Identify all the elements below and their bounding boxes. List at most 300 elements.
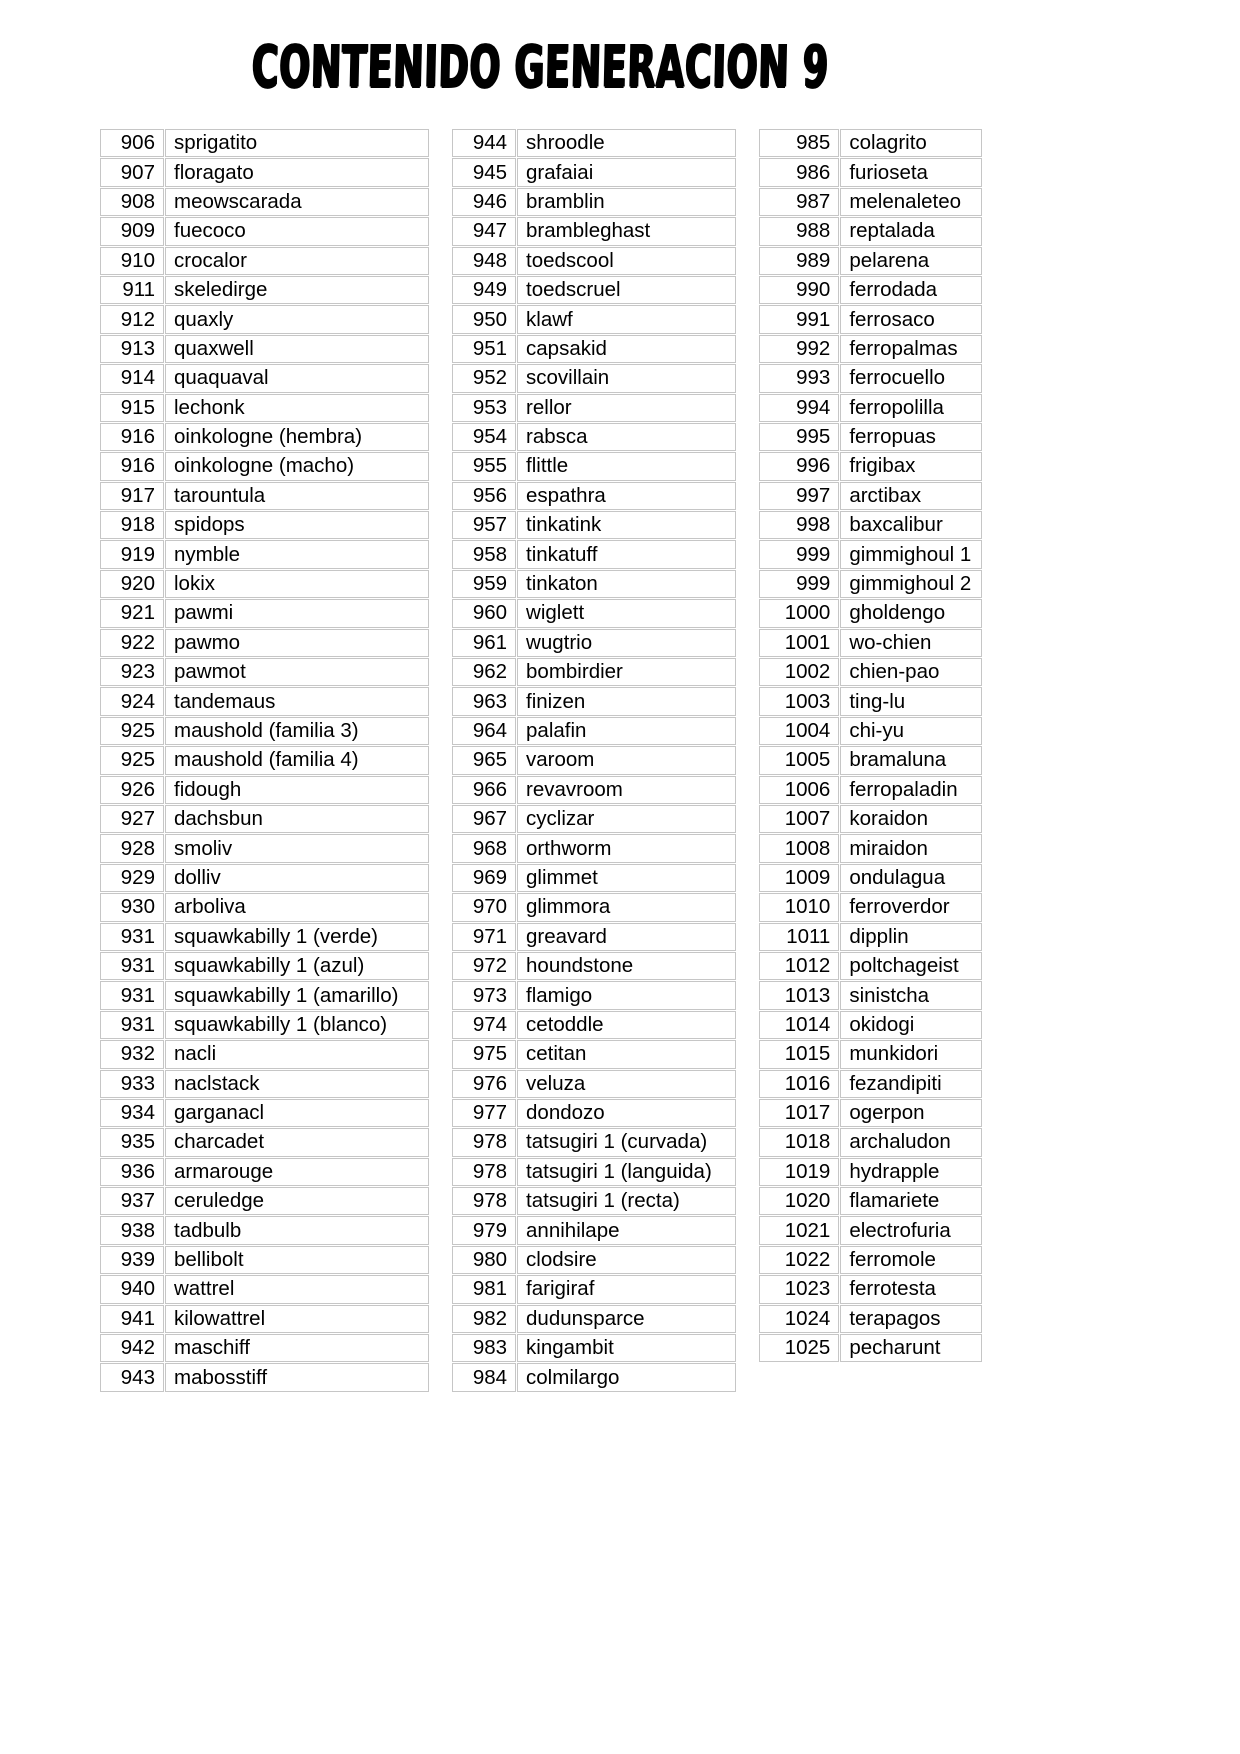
pokemon-name: naclstack bbox=[165, 1070, 429, 1098]
pokedex-number: 1012 bbox=[759, 952, 839, 980]
table-row bbox=[100, 952, 429, 980]
table-row bbox=[452, 158, 736, 186]
pokemon-name: terapagos bbox=[840, 1305, 982, 1333]
table-row bbox=[100, 1011, 429, 1039]
pokemon-name: pelarena bbox=[840, 247, 982, 275]
pokedex-number: 930 bbox=[100, 893, 164, 921]
pokedex-number: 960 bbox=[452, 599, 516, 627]
table-row bbox=[100, 805, 429, 833]
table-row bbox=[100, 394, 429, 422]
table-row bbox=[452, 335, 736, 363]
pokedex-number: 973 bbox=[452, 981, 516, 1009]
table-row bbox=[100, 158, 429, 186]
pokedex-number: 942 bbox=[100, 1334, 164, 1362]
pokemon-name: munkidori bbox=[840, 1040, 982, 1068]
pokedex-number: 1016 bbox=[759, 1070, 839, 1098]
pokemon-name: shroodle bbox=[517, 129, 736, 157]
pokedex-number: 975 bbox=[452, 1040, 516, 1068]
table-row bbox=[100, 1099, 429, 1127]
table-row bbox=[452, 1363, 736, 1391]
table-row bbox=[100, 1334, 429, 1362]
pokedex-number: 1024 bbox=[759, 1305, 839, 1333]
table-row bbox=[100, 276, 429, 304]
table-row bbox=[759, 1216, 982, 1244]
pokemon-name: hydrapple bbox=[840, 1158, 982, 1186]
pokedex-number: 906 bbox=[100, 129, 164, 157]
table-row bbox=[759, 1334, 982, 1362]
table-row bbox=[100, 687, 429, 715]
pokemon-name: revavroom bbox=[517, 776, 736, 804]
table-row bbox=[100, 1275, 429, 1303]
pokemon-name: grafaiai bbox=[517, 158, 736, 186]
pokemon-name: nymble bbox=[165, 540, 429, 568]
table-row bbox=[100, 658, 429, 686]
pokedex-number: 1014 bbox=[759, 1011, 839, 1039]
table-row bbox=[100, 129, 429, 157]
pokemon-name: squawkabilly 1 (verde) bbox=[165, 923, 429, 951]
table-row bbox=[100, 834, 429, 862]
table-row bbox=[452, 1275, 736, 1303]
table-row bbox=[759, 1275, 982, 1303]
pokemon-name: espathra bbox=[517, 482, 736, 510]
pokemon-name: quaxly bbox=[165, 305, 429, 333]
table-row bbox=[100, 776, 429, 804]
pokemon-name: tatsugiri 1 (recta) bbox=[517, 1187, 736, 1215]
pokemon-name: maushold (familia 4) bbox=[165, 746, 429, 774]
pokedex-number: 985 bbox=[759, 129, 839, 157]
pokemon-name: bramblin bbox=[517, 188, 736, 216]
pokemon-name: sprigatito bbox=[165, 129, 429, 157]
table-row bbox=[452, 658, 736, 686]
pokedex-number: 974 bbox=[452, 1011, 516, 1039]
pokemon-name: tinkaton bbox=[517, 570, 736, 598]
table-row bbox=[100, 482, 429, 510]
table-row bbox=[759, 570, 982, 598]
pokemon-name: cyclizar bbox=[517, 805, 736, 833]
table-row bbox=[452, 599, 736, 627]
pokedex-number: 914 bbox=[100, 364, 164, 392]
pokedex-number: 988 bbox=[759, 217, 839, 245]
table-row bbox=[452, 864, 736, 892]
table-row bbox=[759, 776, 982, 804]
table-row bbox=[759, 305, 982, 333]
pokedex-number: 1013 bbox=[759, 981, 839, 1009]
pokemon-name: dipplin bbox=[840, 923, 982, 951]
pokedex-number: 913 bbox=[100, 335, 164, 363]
pokemon-name: meowscarada bbox=[165, 188, 429, 216]
pokedex-number: 996 bbox=[759, 452, 839, 480]
table-row bbox=[452, 129, 736, 157]
pokedex-number: 1020 bbox=[759, 1187, 839, 1215]
pokemon-name: toedscool bbox=[517, 247, 736, 275]
table-row bbox=[759, 511, 982, 539]
pokemon-name: lechonk bbox=[165, 394, 429, 422]
table-row bbox=[452, 717, 736, 745]
pokedex-number: 1008 bbox=[759, 834, 839, 862]
pokedex-number: 939 bbox=[100, 1246, 164, 1274]
table-row bbox=[100, 335, 429, 363]
table-row bbox=[100, 511, 429, 539]
generation9-list-column-1 bbox=[99, 128, 430, 1393]
pokedex-number: 991 bbox=[759, 305, 839, 333]
table-row bbox=[100, 1246, 429, 1274]
table-row bbox=[100, 629, 429, 657]
table-row bbox=[452, 687, 736, 715]
table-row bbox=[759, 599, 982, 627]
pokemon-name: dachsbun bbox=[165, 805, 429, 833]
pokedex-number: 931 bbox=[100, 981, 164, 1009]
pokedex-number: 910 bbox=[100, 247, 164, 275]
pokedex-number: 1003 bbox=[759, 687, 839, 715]
pokedex-number: 938 bbox=[100, 1216, 164, 1244]
pokemon-name: gimmighoul 2 bbox=[840, 570, 982, 598]
table-row bbox=[100, 893, 429, 921]
table-row bbox=[759, 129, 982, 157]
pokemon-name: quaquaval bbox=[165, 364, 429, 392]
pokemon-name: frigibax bbox=[840, 452, 982, 480]
pokedex-number: 935 bbox=[100, 1128, 164, 1156]
table-row bbox=[452, 746, 736, 774]
table-row bbox=[759, 1246, 982, 1274]
table-row bbox=[100, 188, 429, 216]
table-row bbox=[759, 540, 982, 568]
pokedex-number: 1019 bbox=[759, 1158, 839, 1186]
pokemon-name: toedscruel bbox=[517, 276, 736, 304]
table-row bbox=[100, 452, 429, 480]
pokemon-name: ferrocuello bbox=[840, 364, 982, 392]
pokedex-number: 997 bbox=[759, 482, 839, 510]
pokedex-number: 968 bbox=[452, 834, 516, 862]
pokedex-number: 1010 bbox=[759, 893, 839, 921]
pokedex-number: 998 bbox=[759, 511, 839, 539]
pokedex-number: 984 bbox=[452, 1363, 516, 1391]
table-row bbox=[452, 394, 736, 422]
pokemon-name: chi-yu bbox=[840, 717, 982, 745]
pokemon-name: quaxwell bbox=[165, 335, 429, 363]
pokemon-name: ceruledge bbox=[165, 1187, 429, 1215]
pokemon-name: electrofuria bbox=[840, 1216, 982, 1244]
pokemon-name: bellibolt bbox=[165, 1246, 429, 1274]
pokemon-name: fuecoco bbox=[165, 217, 429, 245]
pokemon-name: farigiraf bbox=[517, 1275, 736, 1303]
pokedex-number: 959 bbox=[452, 570, 516, 598]
pokedex-number: 951 bbox=[452, 335, 516, 363]
page-title: CONTENIDO GENERACION 9 bbox=[251, 34, 830, 102]
pokedex-number: 924 bbox=[100, 687, 164, 715]
pokedex-number: 955 bbox=[452, 452, 516, 480]
table-row bbox=[759, 1070, 982, 1098]
pokedex-number: 932 bbox=[100, 1040, 164, 1068]
table-row bbox=[759, 864, 982, 892]
pokedex-number: 952 bbox=[452, 364, 516, 392]
pokedex-number: 934 bbox=[100, 1099, 164, 1127]
pokedex-number: 1007 bbox=[759, 805, 839, 833]
table-row bbox=[759, 981, 982, 1009]
pokedex-number: 994 bbox=[759, 394, 839, 422]
pokemon-name: greavard bbox=[517, 923, 736, 951]
pokemon-name: houndstone bbox=[517, 952, 736, 980]
pokemon-name: spidops bbox=[165, 511, 429, 539]
pokemon-name: okidogi bbox=[840, 1011, 982, 1039]
table-row bbox=[452, 1216, 736, 1244]
table-row bbox=[452, 570, 736, 598]
pokemon-name: colmilargo bbox=[517, 1363, 736, 1391]
pokedex-number: 920 bbox=[100, 570, 164, 598]
pokedex-number: 916 bbox=[100, 423, 164, 451]
pokedex-number: 949 bbox=[452, 276, 516, 304]
pokemon-name: tatsugiri 1 (languida) bbox=[517, 1158, 736, 1186]
title-container bbox=[99, 34, 983, 106]
pokedex-number: 999 bbox=[759, 570, 839, 598]
pokedex-number: 966 bbox=[452, 776, 516, 804]
pokemon-name: gimmighoul 1 bbox=[840, 540, 982, 568]
pokedex-number: 965 bbox=[452, 746, 516, 774]
pokedex-number: 957 bbox=[452, 511, 516, 539]
pokemon-name: glimmora bbox=[517, 893, 736, 921]
pokedex-number: 1005 bbox=[759, 746, 839, 774]
table-row bbox=[452, 805, 736, 833]
table-row bbox=[759, 335, 982, 363]
pokemon-name: tinkatuff bbox=[517, 540, 736, 568]
pokemon-name: pecharunt bbox=[840, 1334, 982, 1362]
table-row bbox=[452, 1070, 736, 1098]
pokedex-number: 980 bbox=[452, 1246, 516, 1274]
pokemon-name: maushold (familia 3) bbox=[165, 717, 429, 745]
pokemon-name: archaludon bbox=[840, 1128, 982, 1156]
pokemon-name: ferropaladin bbox=[840, 776, 982, 804]
pokedex-number: 971 bbox=[452, 923, 516, 951]
pokemon-name: garganacl bbox=[165, 1099, 429, 1127]
table-row bbox=[452, 1305, 736, 1333]
table-row bbox=[759, 923, 982, 951]
pokemon-name: ferrotesta bbox=[840, 1275, 982, 1303]
table-row bbox=[452, 276, 736, 304]
pokedex-number: 927 bbox=[100, 805, 164, 833]
pokemon-name: kilowattrel bbox=[165, 1305, 429, 1333]
pokedex-number: 1018 bbox=[759, 1128, 839, 1156]
pokemon-name: klawf bbox=[517, 305, 736, 333]
pokedex-number: 921 bbox=[100, 599, 164, 627]
pokedex-number: 1021 bbox=[759, 1216, 839, 1244]
table-row bbox=[759, 482, 982, 510]
pokemon-name: glimmet bbox=[517, 864, 736, 892]
table-row bbox=[100, 247, 429, 275]
pokemon-name: dolliv bbox=[165, 864, 429, 892]
pokemon-name: skeledirge bbox=[165, 276, 429, 304]
table-row bbox=[100, 423, 429, 451]
table-row bbox=[452, 423, 736, 451]
pokemon-name: ferropolilla bbox=[840, 394, 982, 422]
pokemon-name: ferrosaco bbox=[840, 305, 982, 333]
pokedex-number: 907 bbox=[100, 158, 164, 186]
table-row bbox=[759, 1040, 982, 1068]
pokedex-number: 931 bbox=[100, 952, 164, 980]
table-row bbox=[100, 746, 429, 774]
table-row bbox=[100, 1040, 429, 1068]
pokedex-number: 948 bbox=[452, 247, 516, 275]
pokedex-number: 916 bbox=[100, 452, 164, 480]
pokemon-name: bramaluna bbox=[840, 746, 982, 774]
pokedex-number: 1004 bbox=[759, 717, 839, 745]
table-row bbox=[452, 1158, 736, 1186]
pokemon-name: armarouge bbox=[165, 1158, 429, 1186]
pokedex-number: 1025 bbox=[759, 1334, 839, 1362]
pokemon-name: bombirdier bbox=[517, 658, 736, 686]
table-row bbox=[759, 717, 982, 745]
pokemon-name: arctibax bbox=[840, 482, 982, 510]
pokemon-name: scovillain bbox=[517, 364, 736, 392]
pokemon-name: flamigo bbox=[517, 981, 736, 1009]
pokemon-name: crocalor bbox=[165, 247, 429, 275]
table-row bbox=[452, 1187, 736, 1215]
pokedex-number: 945 bbox=[452, 158, 516, 186]
pokedex-number: 1017 bbox=[759, 1099, 839, 1127]
pokedex-number: 931 bbox=[100, 923, 164, 951]
table-row bbox=[452, 1246, 736, 1274]
table-row bbox=[759, 805, 982, 833]
table-row bbox=[452, 1040, 736, 1068]
pokemon-name: veluza bbox=[517, 1070, 736, 1098]
table-row bbox=[759, 1305, 982, 1333]
table-row bbox=[759, 188, 982, 216]
table-row bbox=[452, 188, 736, 216]
pokemon-name: tandemaus bbox=[165, 687, 429, 715]
table-row bbox=[100, 1187, 429, 1215]
table-row bbox=[759, 217, 982, 245]
pokemon-name: wo-chien bbox=[840, 629, 982, 657]
pokedex-number: 987 bbox=[759, 188, 839, 216]
pokedex-number: 919 bbox=[100, 540, 164, 568]
table-row bbox=[100, 981, 429, 1009]
table-row bbox=[452, 629, 736, 657]
table-row bbox=[759, 364, 982, 392]
pokemon-name: dondozo bbox=[517, 1099, 736, 1127]
table-row bbox=[100, 570, 429, 598]
pokemon-name: floragato bbox=[165, 158, 429, 186]
pokemon-name: wiglett bbox=[517, 599, 736, 627]
pokedex-number: 911 bbox=[100, 276, 164, 304]
pokedex-number: 922 bbox=[100, 629, 164, 657]
pokedex-number: 982 bbox=[452, 1305, 516, 1333]
table-row bbox=[100, 923, 429, 951]
pokedex-number: 954 bbox=[452, 423, 516, 451]
pokemon-name: arboliva bbox=[165, 893, 429, 921]
pokedex-number: 1001 bbox=[759, 629, 839, 657]
table-row bbox=[100, 599, 429, 627]
pokemon-name: oinkologne (macho) bbox=[165, 452, 429, 480]
pokemon-name: mabosstiff bbox=[165, 1363, 429, 1391]
table-row bbox=[759, 746, 982, 774]
table-row bbox=[452, 217, 736, 245]
pokedex-number: 979 bbox=[452, 1216, 516, 1244]
pokedex-number: 912 bbox=[100, 305, 164, 333]
table-row bbox=[759, 1099, 982, 1127]
table-row bbox=[452, 1099, 736, 1127]
table-row bbox=[452, 540, 736, 568]
pokedex-number: 978 bbox=[452, 1158, 516, 1186]
pokedex-number: 978 bbox=[452, 1128, 516, 1156]
pokemon-name: ferromole bbox=[840, 1246, 982, 1274]
pokemon-name: wattrel bbox=[165, 1275, 429, 1303]
pokemon-name: clodsire bbox=[517, 1246, 736, 1274]
pokedex-number: 962 bbox=[452, 658, 516, 686]
table-row bbox=[100, 864, 429, 892]
pokemon-name: ogerpon bbox=[840, 1099, 982, 1127]
table-row bbox=[759, 452, 982, 480]
pokemon-name: ting-lu bbox=[840, 687, 982, 715]
pokemon-name: poltchageist bbox=[840, 952, 982, 980]
pokemon-name: annihilape bbox=[517, 1216, 736, 1244]
pokedex-number: 981 bbox=[452, 1275, 516, 1303]
pokemon-name: colagrito bbox=[840, 129, 982, 157]
pokemon-name: fidough bbox=[165, 776, 429, 804]
pokedex-number: 941 bbox=[100, 1305, 164, 1333]
pokedex-number: 995 bbox=[759, 423, 839, 451]
table-row bbox=[100, 717, 429, 745]
pokemon-name: tatsugiri 1 (curvada) bbox=[517, 1128, 736, 1156]
pokedex-number: 1000 bbox=[759, 599, 839, 627]
pokedex-number: 992 bbox=[759, 335, 839, 363]
pokemon-name: flamariete bbox=[840, 1187, 982, 1215]
pokemon-name: tarountula bbox=[165, 482, 429, 510]
table-row bbox=[759, 952, 982, 980]
pokemon-name: kingambit bbox=[517, 1334, 736, 1362]
table-row bbox=[759, 394, 982, 422]
pokemon-name: tinkatink bbox=[517, 511, 736, 539]
pokedex-number: 908 bbox=[100, 188, 164, 216]
table-row bbox=[452, 511, 736, 539]
pokedex-number: 953 bbox=[452, 394, 516, 422]
pokedex-number: 999 bbox=[759, 540, 839, 568]
table-row bbox=[452, 923, 736, 951]
pokemon-name: rabsca bbox=[517, 423, 736, 451]
pokedex-number: 926 bbox=[100, 776, 164, 804]
pokemon-name: furioseta bbox=[840, 158, 982, 186]
pokedex-number: 964 bbox=[452, 717, 516, 745]
table-row bbox=[759, 158, 982, 186]
pokedex-number: 983 bbox=[452, 1334, 516, 1362]
table-row bbox=[100, 1128, 429, 1156]
pokedex-number: 925 bbox=[100, 717, 164, 745]
table-row bbox=[452, 776, 736, 804]
pokedex-number: 931 bbox=[100, 1011, 164, 1039]
pokemon-name: sinistcha bbox=[840, 981, 982, 1009]
pokemon-name: pawmot bbox=[165, 658, 429, 686]
pokedex-number: 1011 bbox=[759, 923, 839, 951]
pokemon-name: squawkabilly 1 (azul) bbox=[165, 952, 429, 980]
pokedex-number: 943 bbox=[100, 1363, 164, 1391]
pokedex-number: 946 bbox=[452, 188, 516, 216]
pokedex-number: 993 bbox=[759, 364, 839, 392]
pokemon-name: reptalada bbox=[840, 217, 982, 245]
table-row bbox=[759, 629, 982, 657]
pokedex-number: 986 bbox=[759, 158, 839, 186]
pokemon-name: cetitan bbox=[517, 1040, 736, 1068]
pokemon-name: melenaleteo bbox=[840, 188, 982, 216]
generation9-list-column-3 bbox=[758, 128, 983, 1363]
pokedex-number: 990 bbox=[759, 276, 839, 304]
pokedex-number: 1006 bbox=[759, 776, 839, 804]
pokemon-name: maschiff bbox=[165, 1334, 429, 1362]
pokedex-number: 937 bbox=[100, 1187, 164, 1215]
pokemon-name: capsakid bbox=[517, 335, 736, 363]
table-row bbox=[452, 1334, 736, 1362]
table-row bbox=[759, 1158, 982, 1186]
pokedex-number: 909 bbox=[100, 217, 164, 245]
pokemon-name: pawmo bbox=[165, 629, 429, 657]
pokedex-number: 970 bbox=[452, 893, 516, 921]
pokemon-name: koraidon bbox=[840, 805, 982, 833]
